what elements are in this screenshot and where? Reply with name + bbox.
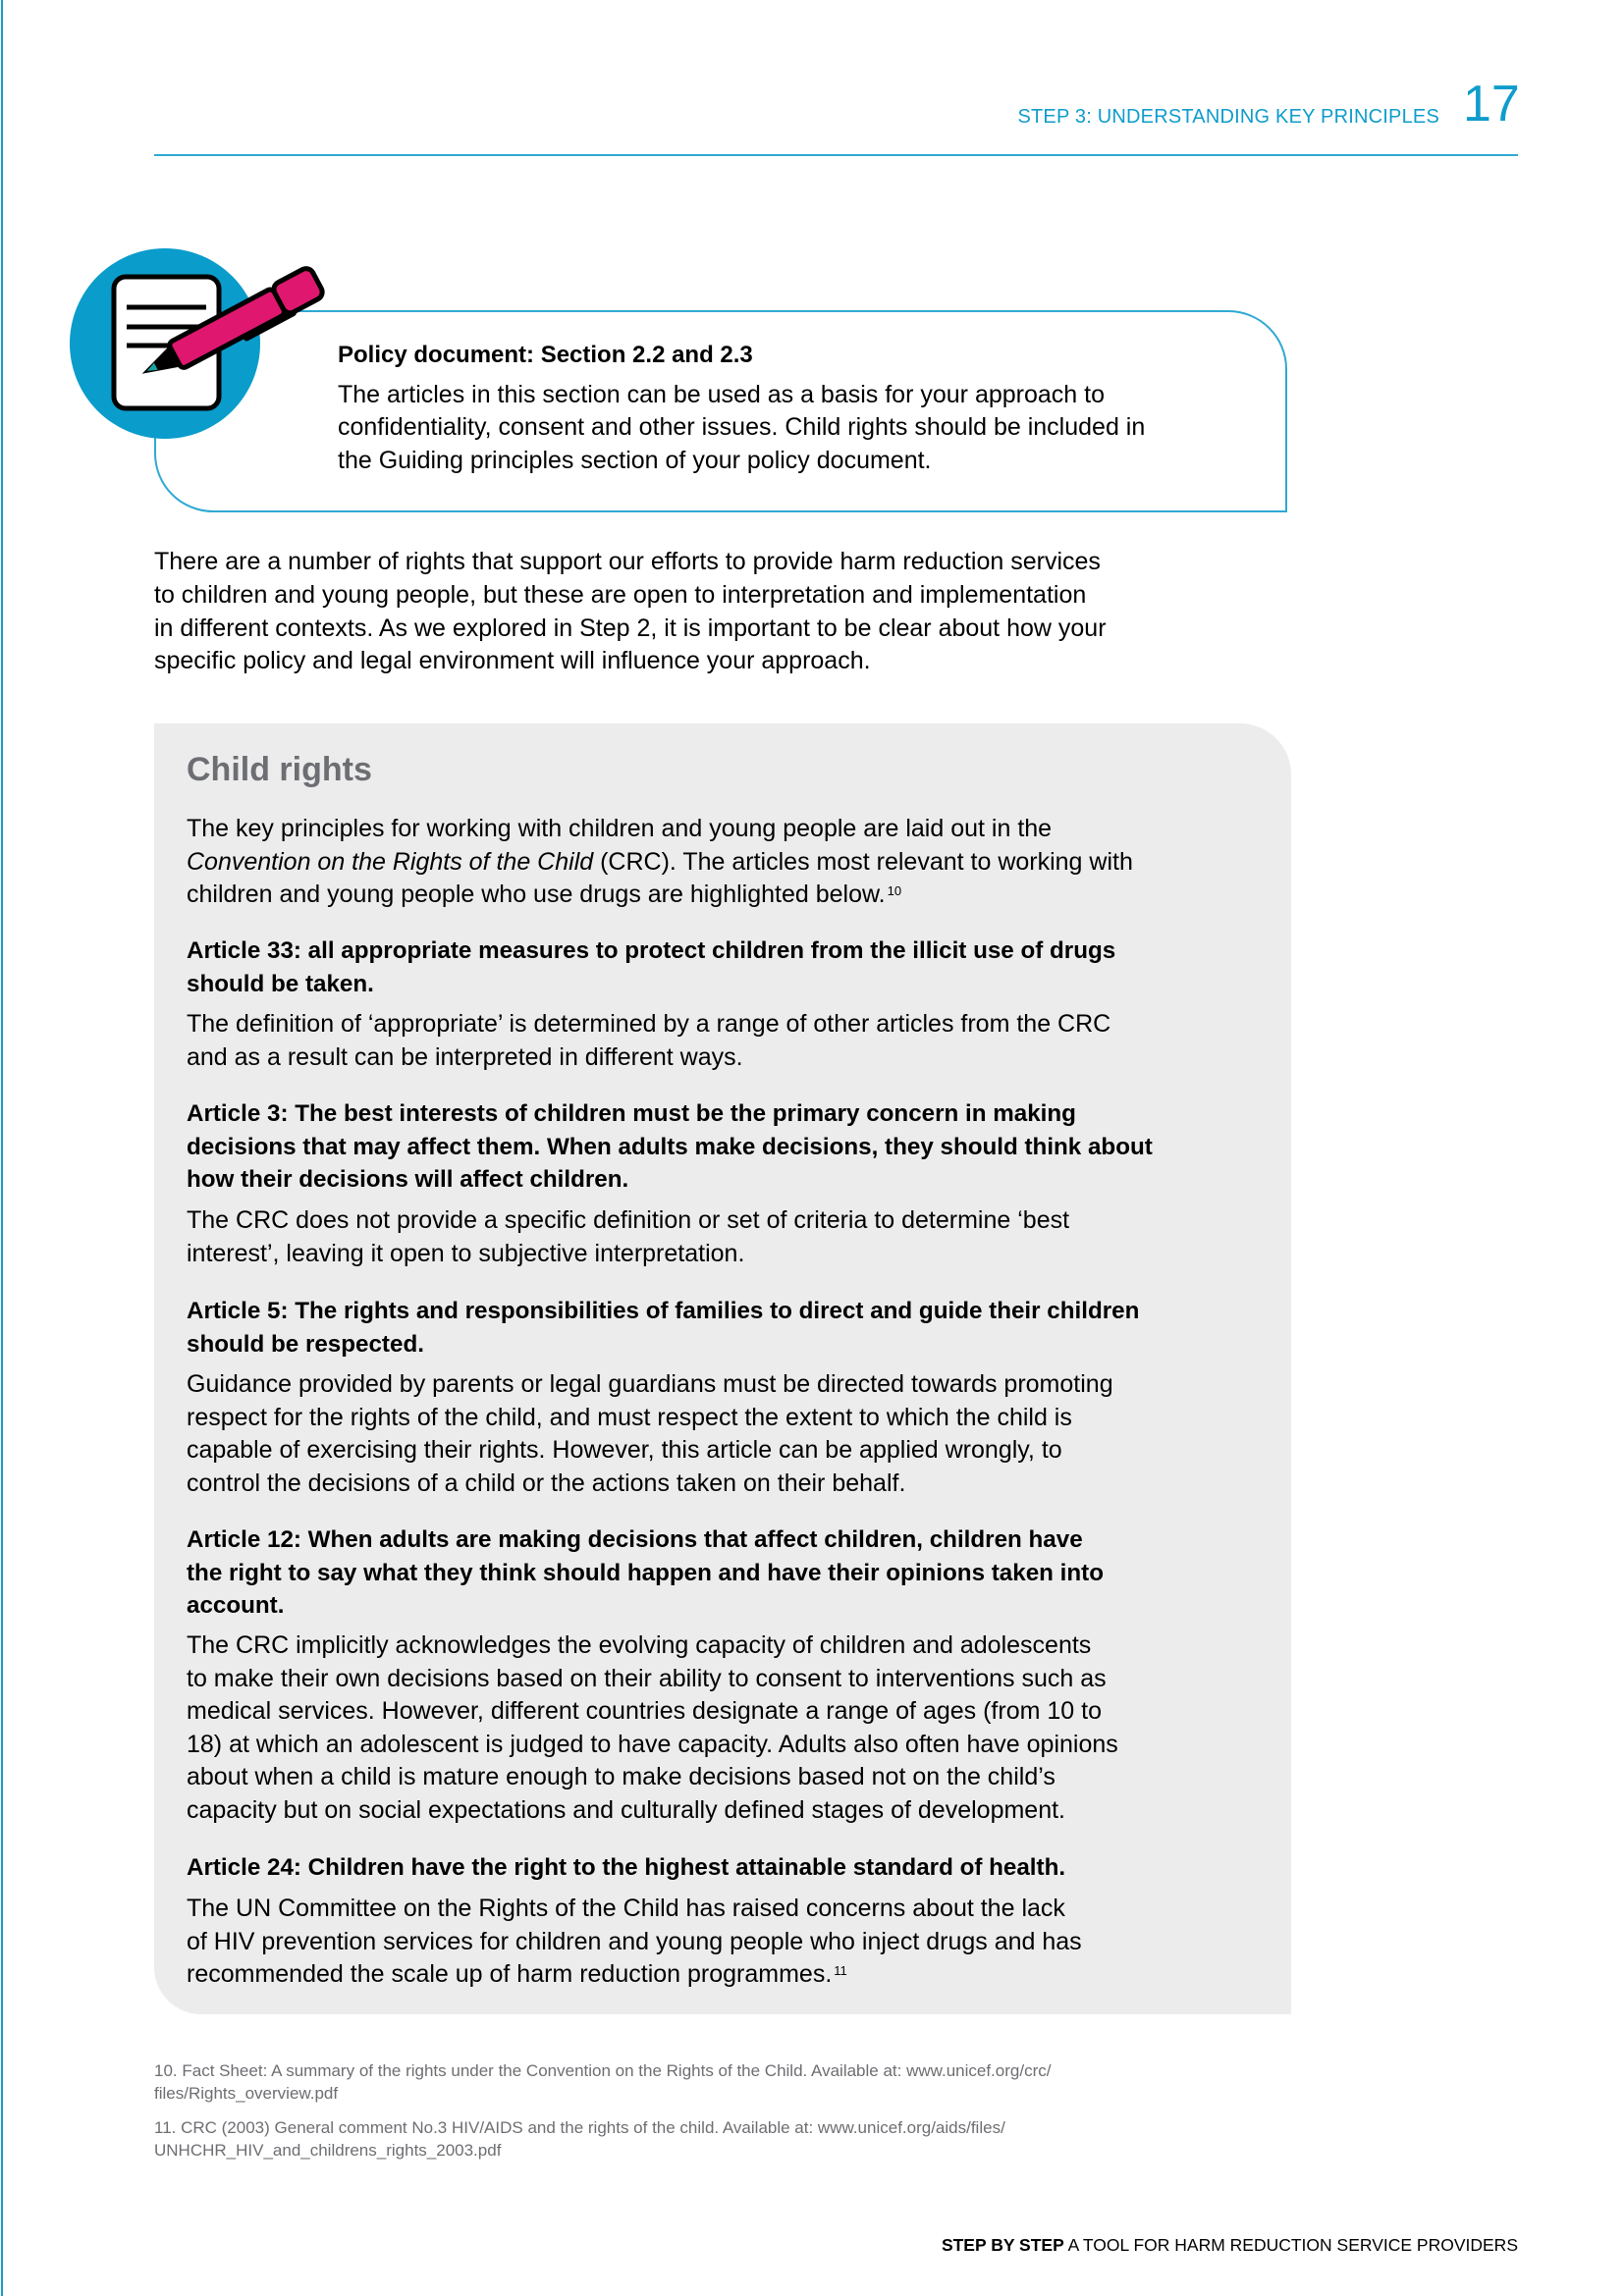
article-12-heading: Article 12: When adults are making decisions that affect children, children have the right to say what they think should happen and have their opinions taken into account. xyxy=(187,1526,1104,1620)
convention-title: Convention on the Rights of the Child xyxy=(187,847,594,876)
article-33-body: The definition of ‘appropriate’ is determined by a range of other articles from the CRC and as a result can be interpreted in different ways. xyxy=(187,1010,1111,1071)
document-pencil-icon xyxy=(65,245,350,442)
footer-series-title: STEP BY STEP xyxy=(941,2235,1064,2255)
article-3-heading: Article 3: The best interests of children must be the primary concern in making decisions that may affect them. When adults make decisions, they should think about how their decisions will affect children. xyxy=(187,1100,1153,1194)
footnote-ref-10[interactable]: 10 xyxy=(887,883,902,899)
footnote-10: 10. Fact Sheet: A summary of the rights under the Convention on the Rights of the Child. Available at: www.unicef.org/crc/ files/Rights_overview.pdf xyxy=(154,2061,1052,2103)
intro-paragraph xyxy=(154,546,1293,678)
article-24-body: The UN Committee on the Rights of the Child has raised concerns about the lack of HIV prevention services for children and young people who inject drugs and has recommended the scale up of harm reduction programmes. $^{11}$ xyxy=(187,1895,1082,1989)
policy-callout-line: the Guiding principles section of your policy document. xyxy=(338,446,932,474)
article-5-body: Guidance provided by parents or legal guardians must be directed towards promoting respect for the rights of the child, and must respect the extent to which the child is capable of exercising their rights. However, this article can be applied wrongly, to control the decisions of a child or the actions taken on their behalf. xyxy=(187,1370,1113,1497)
left-margin-rule xyxy=(1,0,3,2296)
header-divider xyxy=(154,154,1518,156)
intro-line: The key principles for working with children and young people are laid out in the xyxy=(187,815,1053,842)
article-12-body: The CRC implicitly acknowledges the evolving capacity of children and adolescents to make their own decisions based on their ability to consent to interventions such as medical services. However, different countries designate a range of ages (from 10 to 18) at which an adolescent is judged to have capacity. Adults also often have opinions about when a child is mature enough to make decisions based not on the child’s capacity but on social expectations and culturally defined stages of development. xyxy=(187,1631,1118,1824)
article-5-heading: Article 5: The rights and responsibilities of families to direct and guide their children should be respected. xyxy=(187,1298,1140,1358)
child-rights-heading: Child rights xyxy=(187,751,372,788)
article-3-body: The CRC does not provide a specific definition or set of criteria to determine ‘best interest’, leaving it open to subjective interpretation. xyxy=(187,1206,1070,1267)
intro-line: children and young people who use drugs are highlighted below. $^{10}$ xyxy=(187,881,902,909)
intro-line: specific policy and legal environment will influence your approach. xyxy=(154,647,871,675)
running-header: STEP 3: UNDERSTANDING KEY PRINCIPLES xyxy=(1017,106,1439,128)
page-footer xyxy=(942,2235,1518,2256)
intro-line: to children and young people, but these are open to interpretation and implementation xyxy=(154,580,1087,609)
article-33-heading: Article 33: all appropriate measures to protect children from the illicit use of drugs should be taken. xyxy=(187,937,1116,997)
policy-callout-text xyxy=(338,339,1271,477)
policy-callout-line: The articles in this section can be used as a basis for your approach to xyxy=(338,380,1105,408)
intro-line: There are a number of rights that support our efforts to provide harm reduction services xyxy=(154,548,1101,575)
footer-subtitle: A TOOL FOR HARM REDUCTION SERVICE PROVIDERS xyxy=(1063,2235,1518,2255)
footnote-ref-11[interactable]: 11 xyxy=(834,1963,847,1979)
intro-line: in different contexts. As we explored in Step 2, it is important to be clear about how your xyxy=(154,614,1107,642)
page-number: 17 xyxy=(1463,76,1520,133)
footnote-11: 11. CRC (2003) General comment No.3 HIV/AIDS and the rights of the child. Available at: www.unicef.org/aids/files/ UNHCHR_HIV_and_childrens_rights_2003.pdf xyxy=(154,2118,1005,2160)
intro-line: Convention on the Rights of the Child (CRC). The articles most relevant to working with xyxy=(187,847,1133,876)
policy-callout-title: Policy document: Section 2.2 and 2.3 xyxy=(338,342,753,368)
policy-callout-box-corner xyxy=(154,432,213,512)
child-rights-intro xyxy=(187,813,1276,912)
article-24-heading: Article 24: Children have the right to the highest attainable standard of health. xyxy=(187,1854,1066,1881)
policy-callout-line: confidentiality, consent and other issues. Child rights should be included in xyxy=(338,413,1146,442)
